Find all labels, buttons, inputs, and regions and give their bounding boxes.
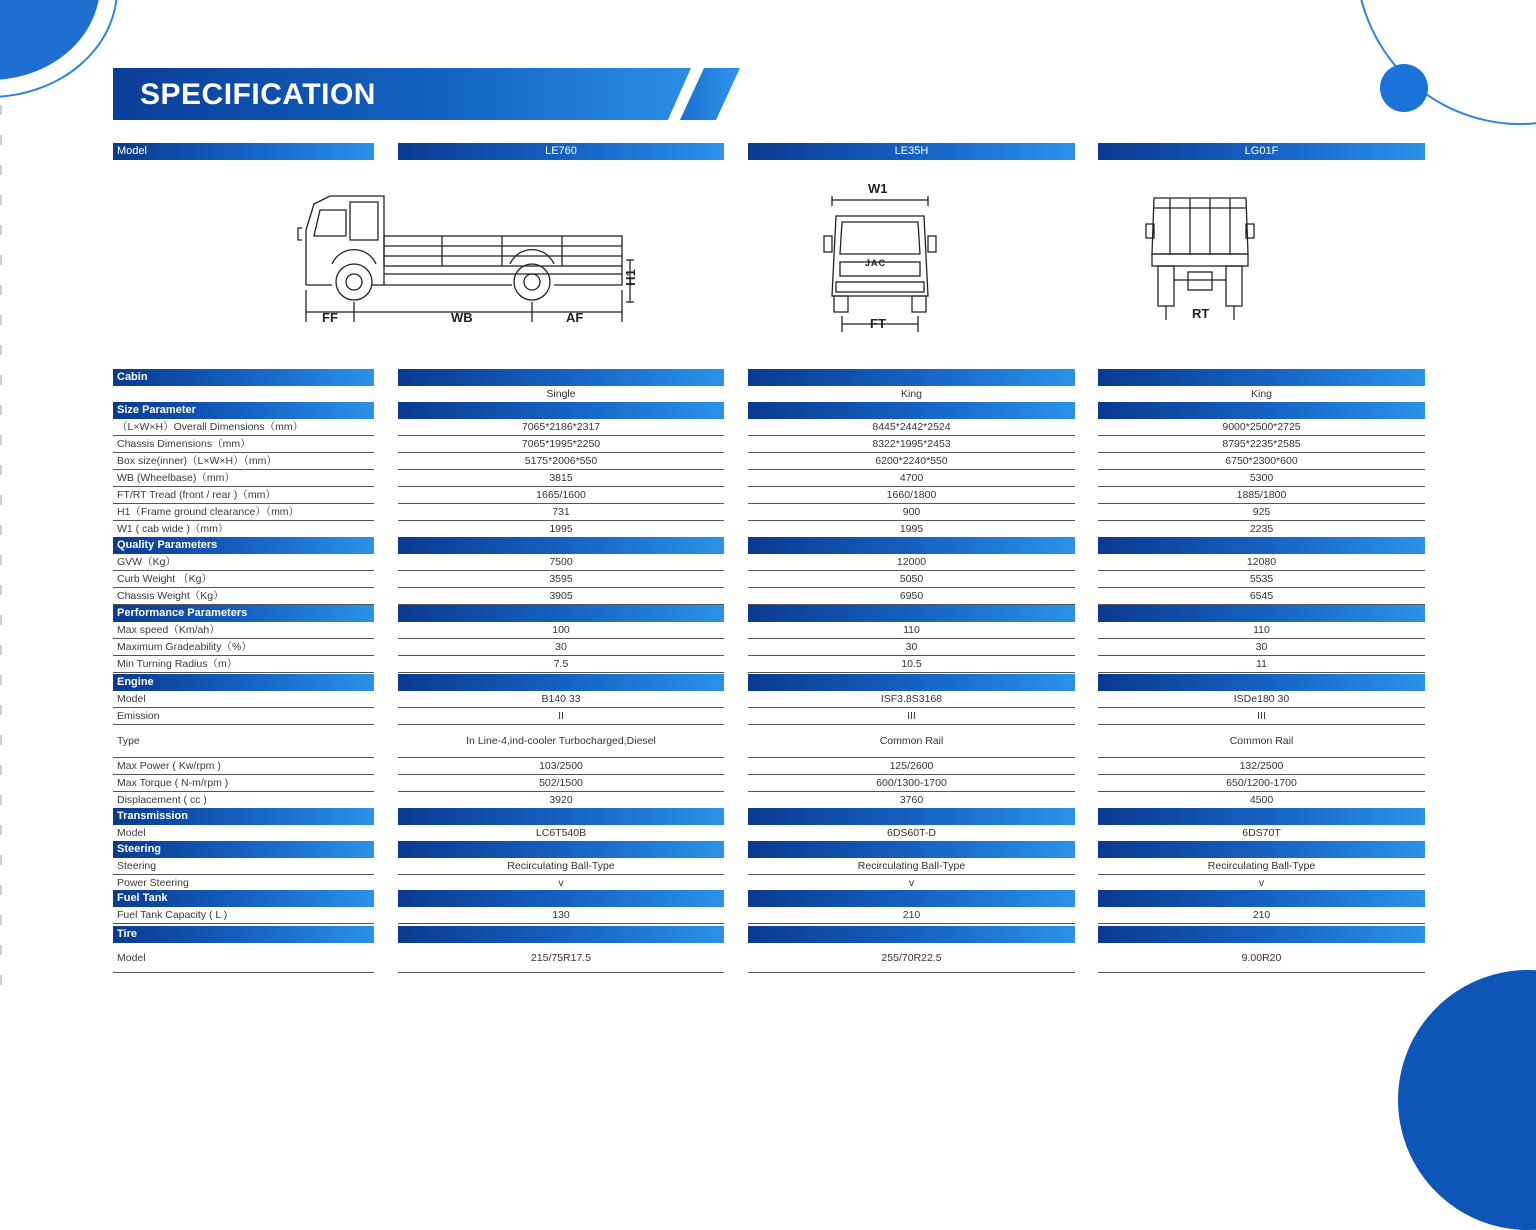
spec-row-label: Max Power ( Kw/rpm ) <box>113 758 374 775</box>
spec-value: Common Rail <box>1098 725 1425 758</box>
spec-row-label: Chassis Dimensions（mm） <box>113 436 374 453</box>
spec-value: 3905 <box>398 588 724 605</box>
spec-value: 2235 <box>1098 521 1425 538</box>
spec-value: ISF3.8S3168 <box>748 691 1075 708</box>
spec-value: 1995 <box>398 521 724 538</box>
spec-value: 3815 <box>398 470 724 487</box>
truck-rear-view-drawing <box>1140 194 1260 324</box>
spec-value: B140 33 <box>398 691 724 708</box>
spec-row-label: Model <box>113 943 374 973</box>
spec-value: 5300 <box>1098 470 1425 487</box>
dimension-label-h1: H1 <box>622 269 638 286</box>
spec-row-label: Emission <box>113 708 374 725</box>
section-header-bar <box>1098 369 1425 386</box>
margin-dash <box>0 945 2 955</box>
section-header-bar <box>1098 841 1425 858</box>
spec-row-label: Steering <box>113 858 374 875</box>
spec-value: 5175*2006*550 <box>398 453 724 470</box>
section-header-bar <box>398 808 724 825</box>
front-grille-logo: JAC <box>865 258 887 268</box>
spec-row-label: W1 ( cab wide )（mm） <box>113 521 374 538</box>
spec-value: 8795*2235*2585 <box>1098 436 1425 453</box>
section-header: Engine <box>113 674 374 691</box>
spec-value: 900 <box>748 504 1075 521</box>
section-header-bar <box>398 537 724 554</box>
spec-value: 3920 <box>398 792 724 809</box>
spec-value: 110 <box>1098 622 1425 639</box>
section-header-bar <box>748 537 1075 554</box>
section-header-bar <box>398 605 724 622</box>
spec-value: 6DS60T-D <box>748 825 1075 842</box>
spec-row-label: H1（Frame ground clearance）（mm） <box>113 504 374 521</box>
section-header-bar <box>748 369 1075 386</box>
spec-value: 103/2500 <box>398 758 724 775</box>
spec-row-label <box>113 386 374 402</box>
spec-value: 30 <box>748 639 1075 656</box>
section-header-bar <box>1098 808 1425 825</box>
margin-dash <box>0 735 2 745</box>
spec-value: In Line-4,ind-cooler Turbocharged,Diesel <box>398 725 724 758</box>
spec-value: 1665/1600 <box>398 487 724 504</box>
spec-value: King <box>1250 388 1272 400</box>
margin-dash <box>0 465 2 475</box>
spec-value: 12080 <box>1098 554 1425 571</box>
spec-value: 125/2600 <box>748 758 1075 775</box>
margin-dash <box>0 975 2 985</box>
spec-value: 1885/1800 <box>1098 487 1425 504</box>
spec-value: 8445*2442*2524 <box>748 419 1075 436</box>
spec-value: 9.00R20 <box>1098 943 1425 973</box>
section-header-bar <box>398 369 724 386</box>
spec-value: 3760 <box>748 792 1075 809</box>
spec-value: v <box>748 875 1075 892</box>
spec-value: ISDe180 30 <box>1098 691 1425 708</box>
spec-row-label: Min Turning Radius（m） <box>113 656 374 673</box>
spec-value: v <box>1098 875 1425 892</box>
corner-circle-decoration <box>1398 970 1536 1230</box>
spec-value: 6200*2240*550 <box>748 453 1075 470</box>
section-header-bar <box>1098 890 1425 907</box>
margin-dash <box>0 495 2 505</box>
section-header: Transmission <box>113 808 374 825</box>
spec-value: 6950 <box>748 588 1075 605</box>
model-header-lg01f: LG01F <box>1098 143 1425 160</box>
dimension-label-rt: RT <box>1192 306 1210 321</box>
section-header: Quality Parameters <box>113 537 374 554</box>
dimension-label-wb: WB <box>451 310 473 325</box>
spec-value: 4500 <box>1098 792 1425 809</box>
spec-value: 7500 <box>398 554 724 571</box>
spec-value: LC6T540B <box>398 825 724 842</box>
section-header: Tire <box>113 926 374 943</box>
margin-dash <box>0 525 2 535</box>
section-header-bar <box>748 890 1075 907</box>
spec-value: 30 <box>398 639 724 656</box>
spec-value: 12000 <box>748 554 1075 571</box>
section-header-bar <box>748 926 1075 943</box>
margin-dash <box>0 345 2 355</box>
spec-value: 1660/1800 <box>748 487 1075 504</box>
spec-value: 925 <box>1098 504 1425 521</box>
spec-row-label: Maximum Gradeability（%） <box>113 639 374 656</box>
spec-value: 10.5 <box>748 656 1075 673</box>
margin-dash <box>0 915 2 925</box>
spec-value: 210 <box>748 907 1075 924</box>
section-header-bar <box>1098 605 1425 622</box>
margin-dash <box>0 825 2 835</box>
section-header-bar <box>748 605 1075 622</box>
spec-value: 132/2500 <box>1098 758 1425 775</box>
section-header-bar <box>398 890 724 907</box>
spec-value: 6DS70T <box>1098 825 1425 842</box>
spec-value: 7065*2186*2317 <box>398 419 724 436</box>
margin-dash <box>0 675 2 685</box>
spec-row-label: Model <box>113 691 374 708</box>
spec-value: 210 <box>1098 907 1425 924</box>
section-header-bar <box>1098 537 1425 554</box>
spec-value: 255/70R22.5 <box>748 943 1075 973</box>
section-header-bar <box>748 808 1075 825</box>
spec-value: III <box>748 708 1075 725</box>
dimension-label-af: AF <box>566 310 584 325</box>
spec-value: 7065*1995*2250 <box>398 436 724 453</box>
spec-row-label: Chassis Weight（Kg） <box>113 588 374 605</box>
spec-value: 4700 <box>748 470 1075 487</box>
margin-dash <box>0 285 2 295</box>
spec-row-label: Curb Weight （Kg） <box>113 571 374 588</box>
spec-value: 30 <box>1098 639 1425 656</box>
spec-value: 731 <box>398 504 724 521</box>
section-header-bar <box>398 674 724 691</box>
spec-value: Single <box>546 388 576 400</box>
margin-dash <box>0 255 2 265</box>
spec-row-label: Max speed（Km/ah） <box>113 622 374 639</box>
spec-value: 6545 <box>1098 588 1425 605</box>
spec-value: 600/1300-1700 <box>748 775 1075 792</box>
model-header-label: Model <box>113 143 374 160</box>
section-header-bar <box>748 402 1075 419</box>
spec-row-label: Power Steering <box>113 875 374 892</box>
spec-value: 1995 <box>748 521 1075 538</box>
title-slash-decoration <box>680 68 740 120</box>
section-header-bar <box>398 402 724 419</box>
margin-dash <box>0 885 2 895</box>
truck-side-view-drawing <box>292 190 652 330</box>
spec-value: Recirculating Ball-Type <box>398 858 724 875</box>
corner-arc-decoration <box>1355 0 1536 125</box>
spec-value: 11 <box>1098 656 1425 673</box>
margin-dash <box>0 135 2 145</box>
margin-dash <box>0 165 2 175</box>
spec-value: Recirculating Ball-Type <box>1098 858 1425 875</box>
spec-value: III <box>1098 708 1425 725</box>
spec-value: 8322*1995*2453 <box>748 436 1075 453</box>
spec-row-label: Max Torque ( N-m/rpm ) <box>113 775 374 792</box>
spec-value: King <box>900 388 922 400</box>
margin-dash <box>0 435 2 445</box>
section-header-bar <box>398 841 724 858</box>
spec-row-label: （L×W×H）Overall Dimensions（mm） <box>113 419 374 436</box>
spec-row-label: Type <box>113 725 374 758</box>
dimension-label-ft: FT <box>870 316 886 331</box>
spec-value: II <box>398 708 724 725</box>
margin-dash <box>0 195 2 205</box>
model-header-le760: LE760 <box>398 143 724 160</box>
margin-dash <box>0 645 2 655</box>
spec-row-label: Box size(inner)（L×W×H）（mm） <box>113 453 374 470</box>
spec-value: 9000*2500*2725 <box>1098 419 1425 436</box>
spec-value: Recirculating Ball-Type <box>748 858 1075 875</box>
section-header: Performance Parameters <box>113 605 374 622</box>
section-header-bar <box>1098 926 1425 943</box>
spec-row-label: FT/RT Tread (front / rear )（mm） <box>113 487 374 504</box>
page-title: SPECIFICATION <box>140 78 376 111</box>
margin-dash <box>0 225 2 235</box>
spec-value: 215/75R17.5 <box>398 943 724 973</box>
margin-dash <box>0 315 2 325</box>
margin-dash <box>0 375 2 385</box>
section-header: Fuel Tank <box>113 890 374 907</box>
spec-value: 5050 <box>748 571 1075 588</box>
margin-dash <box>0 855 2 865</box>
margin-dash <box>0 555 2 565</box>
spec-row-label: Fuel Tank Capacity ( L ) <box>113 907 374 924</box>
spec-value: 110 <box>748 622 1075 639</box>
spec-value: 130 <box>398 907 724 924</box>
section-header: Cabin <box>113 369 374 386</box>
margin-dash <box>0 615 2 625</box>
margin-dash <box>0 795 2 805</box>
margin-dash <box>0 105 2 115</box>
spec-value: 6750*2300*600 <box>1098 453 1425 470</box>
spec-value: Common Rail <box>748 725 1075 758</box>
spec-value: 7.5 <box>398 656 724 673</box>
spec-row-label: GVW（Kg） <box>113 554 374 571</box>
accent-dot-decoration <box>1380 64 1428 112</box>
spec-value: 100 <box>398 622 724 639</box>
spec-value: 5535 <box>1098 571 1425 588</box>
section-header: Steering <box>113 841 374 858</box>
section-header-bar <box>748 674 1075 691</box>
spec-value: 502/1500 <box>398 775 724 792</box>
section-header-bar <box>748 841 1075 858</box>
spec-value: 3595 <box>398 571 724 588</box>
dimension-label-w1: W1 <box>868 181 888 196</box>
spec-row-label: WB (Wheelbase)（mm） <box>113 470 374 487</box>
margin-dash <box>0 405 2 415</box>
margin-dash <box>0 705 2 715</box>
spec-row-label: Displacement ( cc ) <box>113 792 374 809</box>
margin-dash <box>0 765 2 775</box>
dimension-label-ff: FF <box>322 310 338 325</box>
corner-arc-decoration <box>0 0 118 98</box>
section-header-bar <box>398 926 724 943</box>
section-header: Size Parameter <box>113 402 374 419</box>
margin-dash <box>0 585 2 595</box>
spec-row-label: Model <box>113 825 374 842</box>
section-header-bar <box>1098 402 1425 419</box>
spec-value: 650/1200-1700 <box>1098 775 1425 792</box>
model-header-le35h: LE35H <box>748 143 1075 160</box>
spec-value: v <box>398 875 724 892</box>
section-header-bar <box>1098 674 1425 691</box>
